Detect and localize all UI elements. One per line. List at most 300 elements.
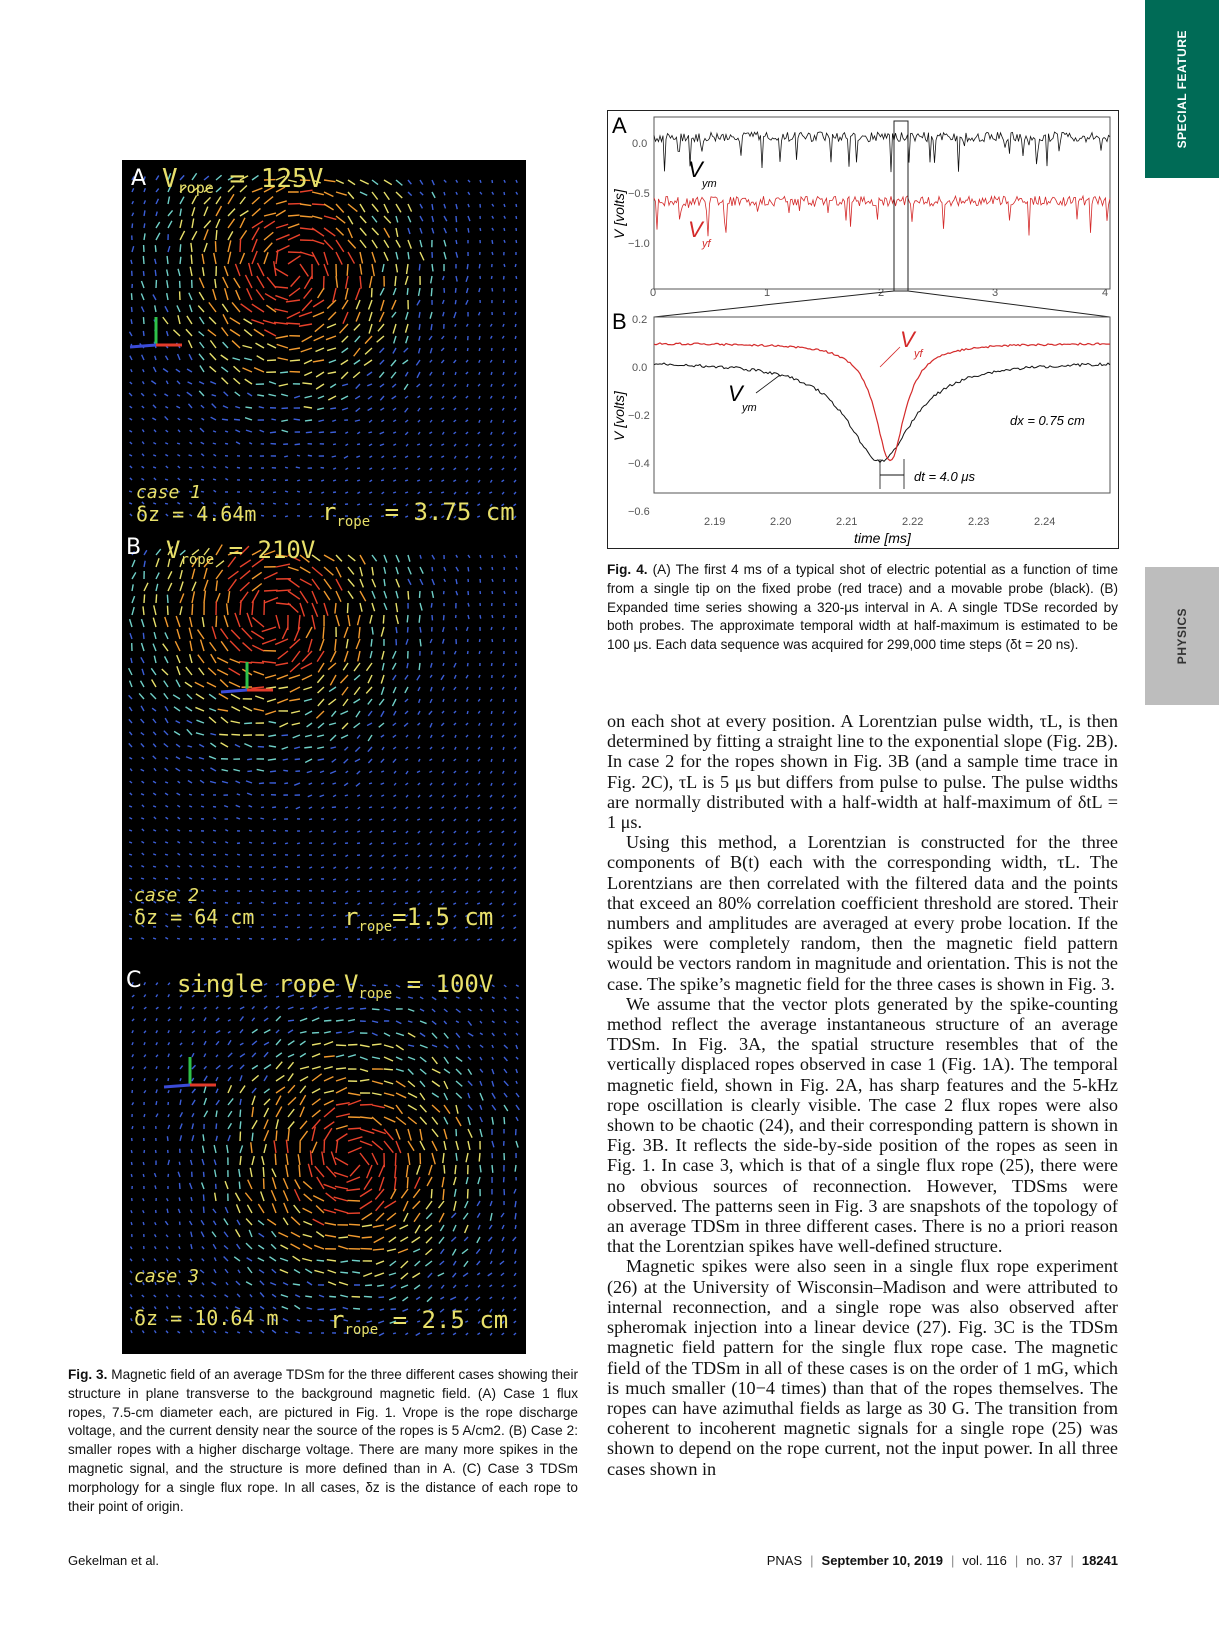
field-vector xyxy=(466,735,468,737)
field-vector xyxy=(315,348,324,351)
field-vector xyxy=(370,843,372,845)
field-vector xyxy=(165,479,168,480)
field-vector xyxy=(369,444,372,446)
field-vector xyxy=(271,1190,276,1201)
field-vector xyxy=(240,239,241,252)
field-vector xyxy=(420,240,422,247)
field-vector xyxy=(490,1249,492,1254)
field-vector xyxy=(453,1285,456,1288)
field-vector xyxy=(179,1246,180,1249)
field-vector xyxy=(224,1218,228,1225)
field-vector xyxy=(129,938,132,939)
field-vector xyxy=(201,454,204,456)
field-vector xyxy=(368,747,372,752)
field-vector xyxy=(257,769,264,771)
field-vector xyxy=(408,1009,414,1011)
field-vector xyxy=(245,1193,252,1201)
field-vector xyxy=(295,1189,300,1201)
field-vector xyxy=(249,443,252,444)
field-vector xyxy=(369,456,372,458)
field-vector xyxy=(188,418,192,420)
field-vector xyxy=(262,639,276,644)
field-vector xyxy=(492,1069,494,1074)
field-vector xyxy=(324,240,333,250)
field-vector xyxy=(318,699,324,706)
field-vector xyxy=(392,699,396,706)
field-vector xyxy=(129,865,132,867)
field-vector xyxy=(210,642,216,651)
field-vector xyxy=(153,644,156,651)
field-vector xyxy=(254,368,264,372)
field-vector xyxy=(336,555,342,561)
field-vector xyxy=(201,902,204,903)
field-vector xyxy=(396,204,401,212)
field-vector xyxy=(252,1006,254,1009)
field-vector xyxy=(368,699,372,704)
field-vector xyxy=(429,819,432,820)
footer-issue: no. 37 xyxy=(1026,1553,1063,1568)
field-vector xyxy=(490,480,492,483)
field-vector xyxy=(455,372,456,375)
field-vector xyxy=(468,615,469,619)
field-vector xyxy=(491,348,492,351)
field-vector xyxy=(502,1225,504,1229)
field-vector xyxy=(429,939,432,940)
field-vector xyxy=(516,216,517,219)
field-vector xyxy=(502,867,504,870)
field-vector xyxy=(515,264,516,267)
field-vector xyxy=(417,675,420,680)
field-vector xyxy=(502,855,504,857)
field-vector xyxy=(367,723,372,726)
field-vector xyxy=(189,293,192,300)
field-vector xyxy=(451,1237,456,1241)
field-vector xyxy=(132,1126,133,1129)
field-vector xyxy=(214,1269,216,1273)
field-vector xyxy=(202,617,204,627)
field-vector xyxy=(465,1225,468,1233)
field-vector xyxy=(245,407,252,408)
field-vector xyxy=(210,781,216,783)
field-vector xyxy=(165,768,168,771)
field-vector xyxy=(398,1249,408,1253)
field-vector xyxy=(328,312,336,320)
field-vector xyxy=(324,1128,332,1141)
field-vector xyxy=(502,1285,504,1287)
field-vector xyxy=(264,573,278,579)
field-vector xyxy=(356,639,360,649)
field-vector xyxy=(419,336,420,341)
field-vector xyxy=(379,723,384,727)
field-vector xyxy=(130,781,132,783)
field-vector xyxy=(490,396,492,399)
field-vector xyxy=(503,663,504,666)
field-vector xyxy=(190,267,192,276)
field-vector xyxy=(358,807,360,809)
field-vector xyxy=(213,1221,216,1225)
field-vector xyxy=(281,1295,288,1297)
paragraph: Using this method, a Lorentzian is constructed for the three components of B(t) each with the corresponding width, τL. The Lorentzians are then correlated with the filtered data and the points that exceed an 80% correlation coefficient threshold are stored. Their numbers and amplitudes are averaged at every probe location. If the spikes were completely random, then the magnetic field pattern would be vectors random in magnitude and orientation. This is not the case. The spike’s magnetic field for the three cases is shown in Fig. 3. xyxy=(607,832,1118,994)
field-vector xyxy=(316,384,324,389)
field-vector xyxy=(293,1284,300,1285)
field-vector xyxy=(365,336,372,344)
field-vector xyxy=(228,252,231,264)
field-vector xyxy=(403,360,408,364)
field-vector xyxy=(420,1141,425,1150)
field-vector xyxy=(360,192,367,195)
field-vector xyxy=(168,1042,170,1045)
field-vector xyxy=(454,891,456,893)
field-vector xyxy=(216,1136,217,1141)
field-vector xyxy=(297,855,300,856)
field-vector xyxy=(261,890,264,891)
field-vector xyxy=(342,723,348,729)
field-vector xyxy=(142,381,144,384)
b-xtick: 2.20 xyxy=(770,516,792,528)
field-vector xyxy=(406,879,408,881)
field-vector xyxy=(377,1285,384,1286)
field-vector xyxy=(213,1244,216,1249)
field-vector xyxy=(516,1093,519,1097)
field-vector xyxy=(189,794,192,795)
field-vector xyxy=(456,252,458,258)
field-vector xyxy=(391,1285,396,1288)
field-vector xyxy=(252,1053,256,1057)
field-vector xyxy=(408,216,411,222)
field-vector xyxy=(180,220,182,228)
field-vector xyxy=(479,348,480,351)
field-vector xyxy=(166,1331,168,1333)
field-vector xyxy=(180,1018,181,1021)
field-vector xyxy=(216,230,217,240)
field-vector xyxy=(417,300,420,305)
field-vector xyxy=(373,1249,384,1250)
field-vector xyxy=(142,1258,144,1261)
field-vector xyxy=(189,878,192,879)
field-vector xyxy=(223,277,228,288)
field-vector xyxy=(303,1221,312,1225)
field-vector xyxy=(478,480,480,482)
field-vector xyxy=(271,419,276,420)
field-vector xyxy=(153,878,156,879)
field-vector xyxy=(348,1235,360,1237)
field-vector xyxy=(372,252,375,263)
field-vector xyxy=(442,867,444,869)
field-vector xyxy=(256,289,264,300)
field-vector xyxy=(165,782,168,783)
field-vector xyxy=(317,1309,324,1310)
field-vector xyxy=(456,228,457,232)
field-vector xyxy=(514,879,516,881)
field-vector xyxy=(368,396,372,399)
field-vector xyxy=(153,938,156,939)
field-vector xyxy=(180,1055,182,1057)
b-ytick: −0.4 xyxy=(628,458,650,470)
field-vector xyxy=(385,1225,396,1230)
field-vector xyxy=(465,1285,468,1287)
field-vector xyxy=(177,395,180,396)
field-vector xyxy=(387,1249,396,1251)
field-vector xyxy=(407,288,408,295)
field-vector xyxy=(490,1213,492,1221)
field-vector xyxy=(153,744,156,747)
field-vector xyxy=(225,288,228,300)
field-vector xyxy=(444,204,445,208)
field-vector xyxy=(312,252,319,265)
field-vector xyxy=(444,1081,448,1089)
field-vector xyxy=(468,1141,470,1150)
field-vector xyxy=(204,1041,206,1045)
field-vector xyxy=(252,239,257,252)
field-vector xyxy=(456,1081,462,1086)
field-vector xyxy=(300,1008,304,1009)
figure-4-caption-label: Fig. 4. xyxy=(607,562,648,577)
field-vector xyxy=(468,603,469,607)
field-vector xyxy=(130,406,132,408)
field-vector xyxy=(466,855,468,857)
field-vector xyxy=(208,668,216,675)
field-vector xyxy=(405,372,408,376)
field-vector xyxy=(233,769,240,771)
axis-glyph xyxy=(221,690,247,692)
field-vector xyxy=(228,1031,231,1033)
field-vector xyxy=(330,432,336,433)
field-vector xyxy=(420,1033,425,1037)
field-vector xyxy=(384,1045,394,1048)
field-vector xyxy=(185,682,192,687)
field-vector xyxy=(262,661,276,663)
field-vector xyxy=(406,771,408,774)
field-vector xyxy=(192,1007,194,1009)
panel-c-dz: δz = 10.64 m xyxy=(134,1306,279,1330)
field-vector xyxy=(381,759,384,763)
field-vector xyxy=(142,805,144,807)
field-vector xyxy=(276,1107,282,1117)
field-vector xyxy=(456,567,458,571)
field-vector xyxy=(254,329,264,336)
field-vector xyxy=(237,854,240,855)
field-vector xyxy=(467,687,468,690)
field-vector xyxy=(467,384,468,387)
field-vector xyxy=(221,629,228,639)
field-vector xyxy=(190,617,192,627)
field-vector xyxy=(290,360,300,361)
field-vector xyxy=(492,1093,495,1099)
field-vector xyxy=(356,456,360,457)
field-vector xyxy=(503,747,504,750)
field-vector xyxy=(384,1117,395,1122)
field-vector xyxy=(143,1174,144,1177)
field-vector xyxy=(221,367,228,372)
field-vector xyxy=(345,288,348,300)
field-vector xyxy=(318,420,324,421)
field-vector xyxy=(237,794,240,795)
field-vector xyxy=(275,1154,276,1165)
field-vector xyxy=(384,252,388,261)
field-vector xyxy=(250,1294,252,1297)
field-vector xyxy=(289,699,300,701)
field-vector xyxy=(192,582,196,591)
field-vector xyxy=(221,717,228,723)
field-vector xyxy=(129,668,132,675)
field-vector xyxy=(132,584,133,591)
field-vector xyxy=(210,734,216,735)
field-vector xyxy=(242,346,252,348)
field-vector xyxy=(380,408,384,410)
field-vector xyxy=(264,1119,268,1129)
field-vector xyxy=(166,1259,168,1261)
field-vector xyxy=(360,1008,366,1009)
field-vector xyxy=(329,687,336,692)
field-vector xyxy=(336,1114,350,1117)
field-vector xyxy=(372,1021,378,1022)
field-vector xyxy=(369,819,372,820)
field-vector xyxy=(466,468,468,470)
field-vector xyxy=(154,768,156,771)
field-vector xyxy=(143,633,144,639)
field-vector xyxy=(408,1057,415,1060)
field-vector xyxy=(176,744,180,747)
field-vector xyxy=(406,444,408,446)
field-vector xyxy=(372,1153,378,1165)
zoom-line-left xyxy=(654,291,894,317)
field-vector xyxy=(478,468,480,470)
field-vector xyxy=(217,670,228,675)
field-vector xyxy=(429,771,432,772)
field-vector xyxy=(336,996,341,997)
field-vector xyxy=(144,583,148,591)
field-vector xyxy=(153,405,156,408)
field-vector xyxy=(229,668,240,675)
field-vector xyxy=(292,723,300,725)
field-vector xyxy=(345,444,348,446)
field-vector xyxy=(228,1007,231,1009)
field-vector xyxy=(240,1054,245,1057)
field-vector xyxy=(329,723,336,725)
field-vector xyxy=(143,1210,144,1213)
field-vector xyxy=(176,768,180,771)
field-vector xyxy=(467,759,468,762)
field-vector xyxy=(317,408,324,410)
field-vector xyxy=(203,1146,204,1153)
field-vector xyxy=(177,841,180,843)
field-vector xyxy=(478,492,480,494)
field-vector xyxy=(132,572,136,579)
field-vector xyxy=(212,1282,216,1285)
field-vector xyxy=(408,1153,410,1165)
field-vector xyxy=(382,492,384,494)
field-vector xyxy=(273,891,276,892)
field-vector xyxy=(431,603,432,608)
field-vector xyxy=(381,300,384,311)
field-vector xyxy=(249,842,252,843)
field-vector xyxy=(224,1295,228,1297)
field-vector xyxy=(252,1133,253,1141)
field-vector xyxy=(309,783,312,784)
field-vector xyxy=(342,348,348,353)
field-vector xyxy=(492,639,493,642)
field-vector xyxy=(236,1281,240,1285)
field-vector xyxy=(202,1246,204,1249)
field-vector xyxy=(466,771,468,773)
field-vector xyxy=(300,603,304,616)
field-vector xyxy=(321,939,324,940)
field-vector xyxy=(396,1033,404,1036)
field-vector xyxy=(418,711,420,715)
field-vector xyxy=(477,1261,480,1265)
field-vector xyxy=(324,204,334,210)
field-vector xyxy=(504,228,505,231)
field-vector xyxy=(468,180,470,182)
field-vector xyxy=(190,1331,192,1333)
field-vector xyxy=(333,444,336,445)
field-vector xyxy=(167,1198,168,1201)
field-vector xyxy=(234,278,240,288)
field-vector xyxy=(214,490,216,492)
field-vector xyxy=(391,1189,396,1199)
field-vector xyxy=(393,675,396,680)
a-label-vyf-sub: yf xyxy=(702,238,711,250)
field-vector xyxy=(140,681,144,687)
axis-glyph xyxy=(130,345,156,347)
field-vector xyxy=(216,1123,217,1129)
field-vector xyxy=(455,735,456,738)
field-vector xyxy=(156,1007,158,1009)
field-vector xyxy=(130,466,132,468)
field-vector xyxy=(455,300,456,304)
field-vector xyxy=(443,759,444,762)
field-vector xyxy=(408,180,411,184)
field-vector xyxy=(390,1261,396,1266)
field-vector xyxy=(216,197,221,204)
field-vector xyxy=(275,268,288,276)
field-vector xyxy=(394,783,396,785)
field-vector xyxy=(254,709,264,711)
field-vector xyxy=(514,384,516,387)
field-vector xyxy=(466,276,468,282)
field-vector xyxy=(132,1030,133,1033)
field-vector xyxy=(207,682,216,687)
field-vector xyxy=(167,293,168,300)
field-vector xyxy=(407,1177,408,1188)
field-vector xyxy=(360,204,365,212)
field-vector xyxy=(467,747,468,750)
field-vector xyxy=(502,807,504,809)
field-vector xyxy=(393,444,396,445)
field-vector xyxy=(340,1295,348,1297)
field-vector xyxy=(237,467,240,468)
field-vector xyxy=(264,197,273,204)
field-vector xyxy=(192,207,195,216)
field-vector xyxy=(276,663,288,665)
field-vector xyxy=(408,1069,413,1075)
trace-a-yf xyxy=(654,196,1110,236)
field-vector xyxy=(188,780,192,783)
field-vector xyxy=(143,317,144,324)
field-vector xyxy=(515,360,516,363)
field-vector xyxy=(442,843,444,845)
field-vector xyxy=(503,348,504,351)
field-vector xyxy=(241,304,252,312)
field-vector xyxy=(354,324,360,330)
field-vector xyxy=(276,224,288,228)
field-vector xyxy=(189,865,192,867)
field-vector xyxy=(130,889,132,891)
field-vector xyxy=(480,192,482,194)
field-vector xyxy=(381,675,384,684)
field-vector xyxy=(514,939,516,941)
field-vector xyxy=(492,1009,494,1012)
